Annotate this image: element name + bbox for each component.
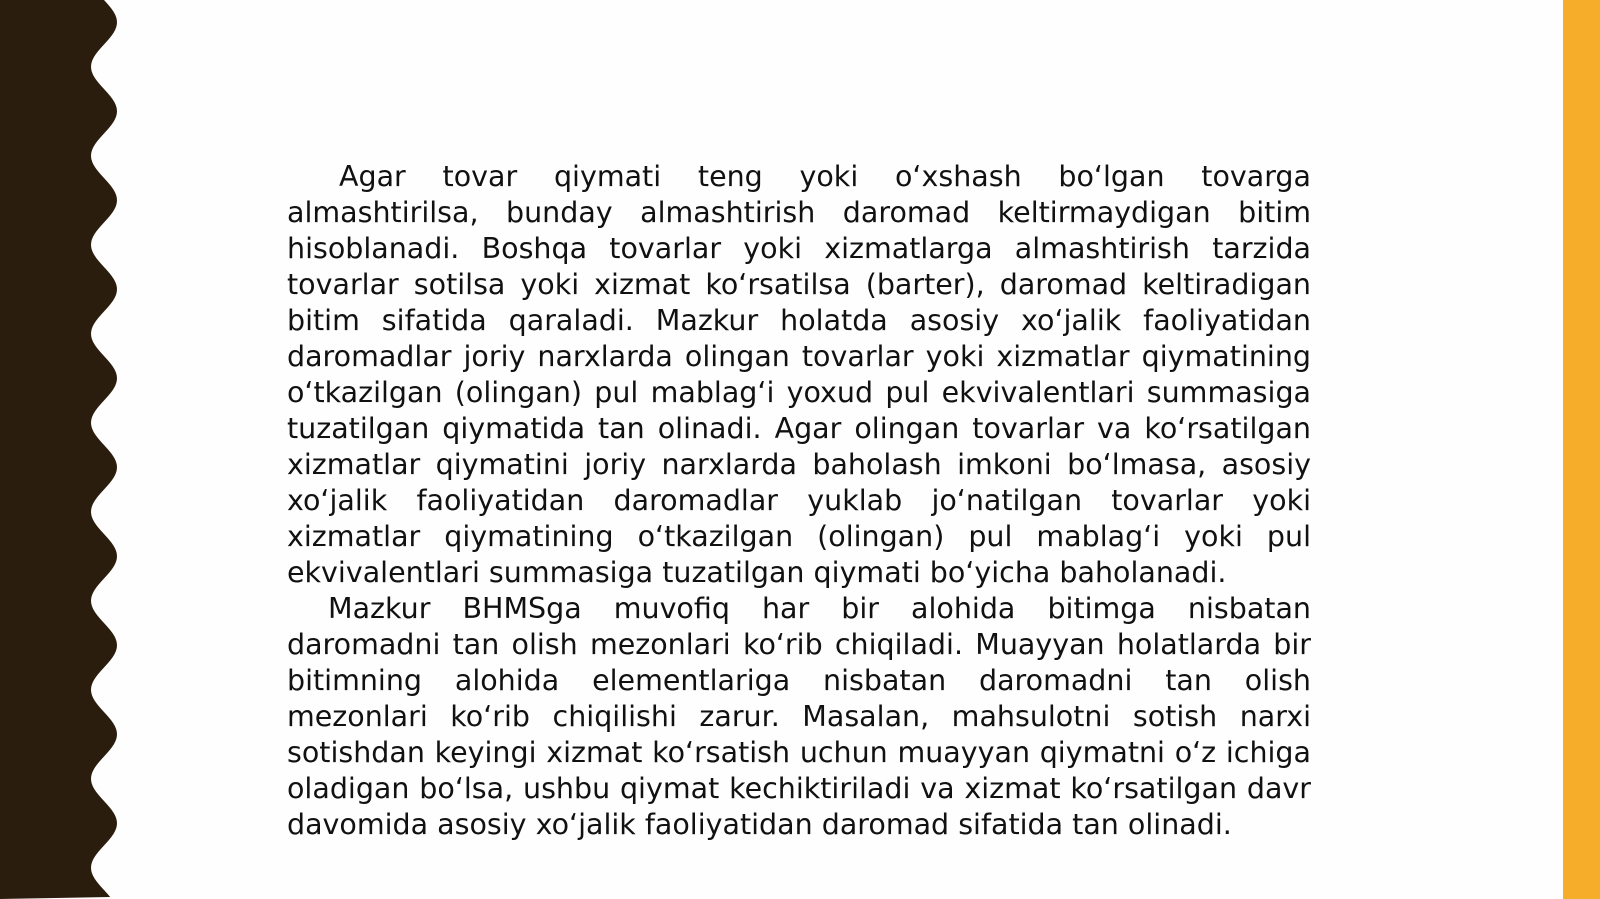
left-wavy-band (0, 0, 130, 899)
paragraph-1: Agar tovar qiymati teng yoki o‘xshash bo‘lgan tovarga almashtirilsa, bunday almashtirish daromad keltirmaydigan bitim hisoblanadi. Boshqa tovarlar yoki xizmatlarga almashtirish tarzida tovarlar sotilsa yoki xizmat ko‘rsatilsa (barter), daromad keltiradigan bitim sifatida qaraladi. Mazkur holatda asosiy xo‘jalik faoliyatidan daromadlar joriy narxlarda olingan tovarlar yoki xizmatlar qiymatining o‘tkazilgan (olingan) pul mablag‘i yoxud pul ekvivalentlari summasiga tuzatilgan qiymatida tan olinadi. Agar olingan tovarlar va ko‘rsatilgan xizmatlar qiymatini joriy narxlarda baholash imkoni bo‘lmasa, asosiy xo‘jalik faoliyatidan daromadlar yuklab jo‘natilgan tovarlar yoki xizmatlar qiymatining o‘tkazilgan (olingan) pul mablag‘i yoki pul ekvivalentlari summasiga tuzatilgan qiymati bo‘yicha baholanadi. (287, 160, 1311, 589)
right-accent-band (1563, 0, 1600, 899)
paragraph-2: Mazkur BHMSga muvofiq har bir alohida bitimga nisbatan daromadni tan olish mezonlari ko‘rib chiqiladi. Muayyan holatlarda bir bitimning alohida elementlariga nisbatan daromadni tan olish mezonlari ko‘rib chiqilishi zarur. Masalan, mahsulotni sotish narxi sotishdan keyingi xizmat ko‘rsatish uchun muayyan qiymatni o‘z ichiga oladigan bo‘lsa, ushbu qiymat kechiktiriladi va xizmat ko‘rsatilgan davr davomida asosiy xo‘jalik faoliyatidan daromad sifatida tan olinadi. (287, 592, 1311, 841)
body-text (287, 159, 1311, 843)
